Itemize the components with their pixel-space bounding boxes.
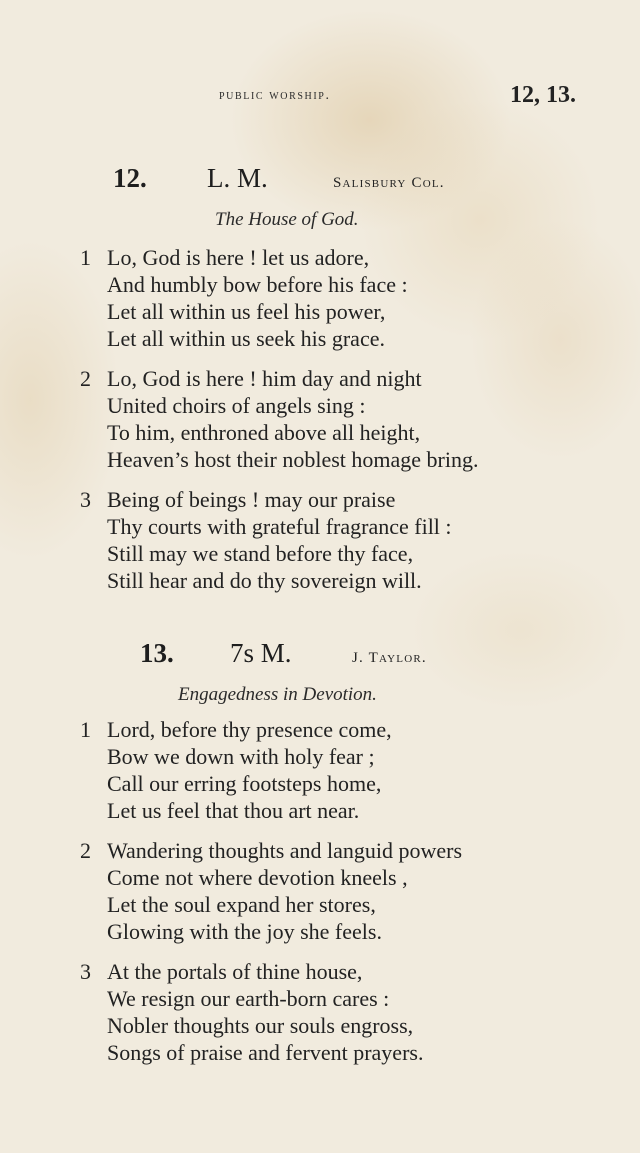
hymn-meter: 7s M. bbox=[230, 638, 292, 668]
verse-line: Nobler thoughts our souls engross, bbox=[107, 1013, 414, 1038]
verse-line: And humbly bow before his face : bbox=[107, 272, 408, 297]
verse-line: United choirs of angels sing : bbox=[107, 393, 366, 418]
verse-line: Wandering thoughts and languid powers bbox=[107, 838, 463, 863]
verse-line: Come not where devotion kneels , bbox=[107, 865, 408, 890]
verse-line: Lo, God is here ! let us adore, bbox=[107, 245, 370, 270]
hymn-meter: L. M. bbox=[207, 163, 268, 193]
stanza-number: 3 bbox=[80, 959, 91, 984]
verse-line: Thy courts with grateful fragrance fill : bbox=[107, 514, 452, 539]
hymn-subtitle: Engagedness in Devotion. bbox=[178, 684, 377, 705]
verse-line: Glowing with the joy she feels. bbox=[107, 919, 382, 944]
verse-line: We resign our earth-born cares : bbox=[107, 986, 390, 1011]
hymn-tune: J. Taylor. bbox=[352, 650, 427, 666]
verse-line: Let all within us seek his grace. bbox=[107, 326, 385, 351]
verse-line: To him, enthroned above all height, bbox=[107, 420, 421, 445]
verse-line: Still hear and do thy sovereign will. bbox=[107, 568, 422, 593]
hymn-number: 12. bbox=[113, 163, 147, 193]
verse-line: Let us feel that thou art near. bbox=[107, 798, 360, 823]
stanza-number: 2 bbox=[80, 838, 91, 863]
hymn-number: 13. bbox=[140, 638, 174, 668]
verse-line: Still may we stand before thy face, bbox=[107, 541, 414, 566]
hymn-subtitle: The House of God. bbox=[215, 209, 359, 230]
page-number: 12, 13. bbox=[510, 82, 576, 108]
verse-line: Let the soul expand her stores, bbox=[107, 892, 376, 917]
verse-line: Bow we down with holy fear ; bbox=[107, 744, 375, 769]
verse-line: Being of beings ! may our praise bbox=[107, 487, 396, 512]
verse-line: Lo, God is here ! him day and night bbox=[107, 366, 422, 391]
stanza-number: 1 bbox=[80, 245, 91, 270]
hymn-tune: Salisbury Col. bbox=[333, 175, 445, 191]
verse-line: Lord, before thy presence come, bbox=[107, 717, 392, 742]
stanza-number: 1 bbox=[80, 717, 91, 742]
running-head: public worship. bbox=[219, 88, 331, 103]
verse-line: Heaven’s host their noblest homage bring. bbox=[107, 447, 479, 472]
stanza-number: 2 bbox=[80, 366, 91, 391]
verse-line: Let all within us feel his power, bbox=[107, 299, 386, 324]
stanza-number: 3 bbox=[80, 487, 91, 512]
verse-line: Songs of praise and fervent prayers. bbox=[107, 1040, 424, 1065]
verse-line: Call our erring footsteps home, bbox=[107, 771, 382, 796]
verse-line: At the portals of thine house, bbox=[107, 959, 363, 984]
